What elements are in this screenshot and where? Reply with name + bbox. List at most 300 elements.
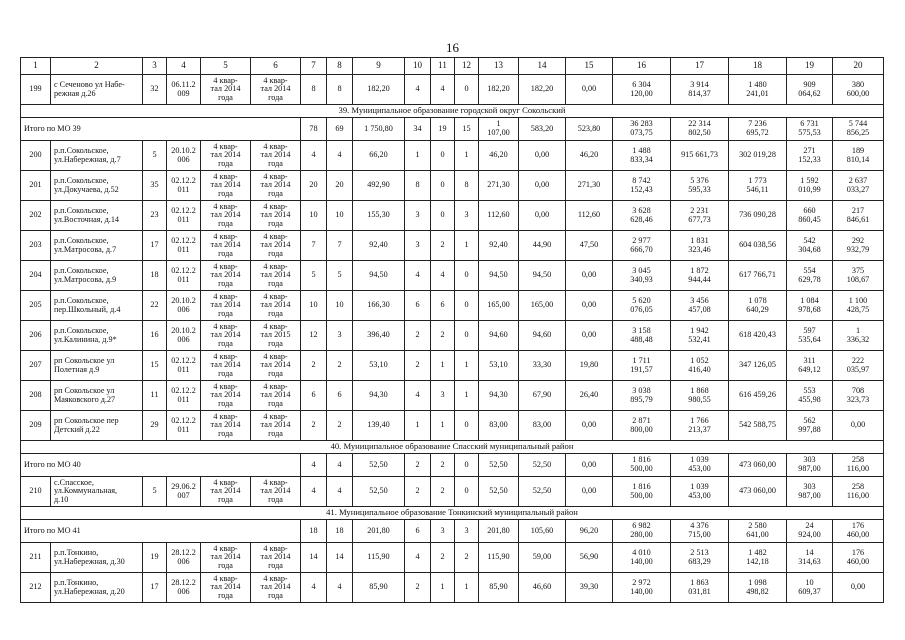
table-cell: 4 [327,141,353,171]
table-cell: 46,60 [519,573,566,603]
column-header: 5 [201,58,251,75]
section-row [21,105,884,118]
table-cell: 523,80 [566,118,613,141]
table-cell: 1 816 500,00 [613,454,671,477]
table-cell: 4 [431,75,455,105]
table-cell: 5 [143,141,167,171]
table-cell: 56,90 [566,543,613,573]
address-cell: с.Спасское, ул.Коммунальная, д.10 [51,477,143,507]
table-cell: 4 [431,261,455,291]
table-cell: 22 [143,291,167,321]
table-cell: 202 [21,201,51,231]
total-label: Итого по МО 40 [21,454,301,477]
table-cell: 0,00 [566,75,613,105]
table-cell: 3 [431,520,455,543]
table-cell: 271 152,33 [787,141,833,171]
table-cell: 2 [327,411,353,441]
table-cell: 46,20 [479,141,519,171]
table-cell: 2 [431,231,455,261]
table-cell: 94,60 [519,321,566,351]
table-cell: 52,50 [353,454,405,477]
table-cell: 33,30 [519,351,566,381]
table-cell: 604 038,56 [729,231,787,261]
table-row [21,321,884,351]
table-cell: 1 482 142,18 [729,543,787,573]
table-cell: 3 045 340,93 [613,261,671,291]
table-cell: 2 [405,351,431,381]
table-cell: 94,60 [479,321,519,351]
column-header: 3 [143,58,167,75]
table-cell: 3 038 895,79 [613,381,671,411]
table-cell: 4 [405,543,431,573]
table-cell: 20 [301,171,327,201]
section-row [21,507,884,520]
table-cell: 2 [405,573,431,603]
table-cell: 14 [301,543,327,573]
column-header: 6 [251,58,301,75]
table-cell: 302 019,28 [729,141,787,171]
table-cell: 15 [455,118,479,141]
table-cell: 6 [301,381,327,411]
table-cell: 0,00 [519,141,566,171]
table-cell: 189 810,14 [833,141,884,171]
table-cell: 1 766 213,37 [671,411,729,441]
table-cell: 1 078 640,29 [729,291,787,321]
table-cell: 3 [405,231,431,261]
table-cell: 1 336,32 [833,321,884,351]
table-cell: 8 [327,75,353,105]
total-row [21,520,884,543]
address-cell: р.п.Тонкино, ул.Набережная, д.30 [51,543,143,573]
table-cell: 22 314 802,50 [671,118,729,141]
table-row [21,351,884,381]
table-cell: 0,00 [566,454,613,477]
address-cell: р.п.Сокольское, ул.Восточная, д.14 [51,201,143,231]
table-cell: 660 860,45 [787,201,833,231]
column-header: 13 [479,58,519,75]
address-cell: с Сеченово ул Набе- режная д.26 [51,75,143,105]
table-cell: 36 283 073,75 [613,118,671,141]
table-cell: 4 квар- тал 2014 года [201,573,251,603]
table-cell: 4 квар- тал 2014 года [201,201,251,231]
table-cell: 1 942 532,41 [671,321,729,351]
table-cell: 165,00 [479,291,519,321]
table-cell: 617 766,71 [729,261,787,291]
table-cell: 29.06.2 007 [167,477,201,507]
table-cell: 67,90 [519,381,566,411]
table-cell: 6 [327,381,353,411]
address-cell: р.п.Сокольское, ул.Матросова, д.9 [51,261,143,291]
table-cell: 0 [431,201,455,231]
table-cell: 4 квар- тал 2014 года [201,75,251,105]
table-cell: 19 [431,118,455,141]
table-cell: 66,20 [353,141,405,171]
table-row [21,141,884,171]
table-cell: 1 872 944,44 [671,261,729,291]
table-cell: 4 [301,454,327,477]
table-cell: 375 108,67 [833,261,884,291]
table-cell: 2 637 033,27 [833,171,884,201]
table-cell: 1 107,00 [479,118,519,141]
section-row [21,441,884,454]
table-cell: 02.12.2 011 [167,201,201,231]
table-cell: 209 [21,411,51,441]
table-cell: 347 126,05 [729,351,787,381]
table-cell: 52,50 [519,477,566,507]
total-row [21,454,884,477]
table-cell: 105,60 [519,520,566,543]
table-cell: 2 [431,477,455,507]
table-cell: 17 [143,573,167,603]
table-cell: 380 600,00 [833,75,884,105]
table-cell: 5 [143,477,167,507]
table-cell: 708 323,73 [833,381,884,411]
table-cell: 915 661,73 [671,141,729,171]
table-row [21,477,884,507]
table-cell: 4 квар- тал 2014 года [251,291,301,321]
table-cell: 02.12.2 011 [167,411,201,441]
table-cell: 165,00 [519,291,566,321]
column-header: 20 [833,58,884,75]
table-cell: 10 609,37 [787,573,833,603]
table-cell: 19 [143,543,167,573]
table-cell: 115,90 [479,543,519,573]
table-cell: 4 квар- тал 2014 года [251,75,301,105]
total-label: Итого по МО 41 [21,520,301,543]
table-cell: 85,90 [479,573,519,603]
table-cell: 1 [431,573,455,603]
table-cell: 4 квар- тал 2014 года [251,171,301,201]
column-header: 14 [519,58,566,75]
table-row [21,411,884,441]
table-cell: 44,90 [519,231,566,261]
table-cell: 7 [327,231,353,261]
table-cell: 20.10.2 006 [167,321,201,351]
table-cell: 0,00 [566,261,613,291]
section-title: 39. Муниципальное образование городской округ Сокольский [21,105,884,118]
table-cell: 155,30 [353,201,405,231]
table-cell: 2 [431,454,455,477]
table-cell: 39,30 [566,573,613,603]
table-cell: 5 620 076,05 [613,291,671,321]
table-cell: 92,40 [479,231,519,261]
table-cell: 554 629,78 [787,261,833,291]
table-cell: 18 [143,261,167,291]
table-cell: 1 831 323,46 [671,231,729,261]
table-cell: 4 квар- тал 2015 года [251,321,301,351]
table-cell: 0,00 [519,171,566,201]
section-title: 41. Муниципальное образование Тонкинский муниципальный район [21,507,884,520]
column-header: 1 [21,58,51,75]
table-cell: 8 [301,75,327,105]
table-cell: 205 [21,291,51,321]
table-cell: 20.10.2 006 [167,141,201,171]
table-cell: 12 [301,321,327,351]
table-cell: 4 квар- тал 2014 года [201,171,251,201]
table-cell: 3 158 488,48 [613,321,671,351]
table-cell: 1 816 500,00 [613,477,671,507]
table-cell: 618 420,43 [729,321,787,351]
table-cell: 176 460,00 [833,520,884,543]
table-cell: 182,20 [353,75,405,105]
table-cell: 4 [405,381,431,411]
table-cell: 203 [21,231,51,261]
table-cell: 4 [301,141,327,171]
table-cell: 212 [21,573,51,603]
table-cell: 2 231 677,73 [671,201,729,231]
table-cell: 0 [455,291,479,321]
table-cell: 4 [327,573,353,603]
table-cell: 217 846,61 [833,201,884,231]
table-cell: 34 [405,118,431,141]
table-cell: 3 [455,520,479,543]
column-header: 16 [613,58,671,75]
section-title: 40. Муниципальное образование Спасский муниципальный район [21,441,884,454]
column-header: 12 [455,58,479,75]
column-header: 2 [51,58,143,75]
table-cell: 1 488 833,34 [613,141,671,171]
table-cell: 2 513 683,29 [671,543,729,573]
table-cell: 201,80 [353,520,405,543]
table-cell: 5 376 595,33 [671,171,729,201]
table-cell: 562 997,88 [787,411,833,441]
table-cell: 2 [301,411,327,441]
table-cell: 271,30 [566,171,613,201]
table-cell: 2 871 800,00 [613,411,671,441]
table-cell: 206 [21,321,51,351]
table-cell: 6 [405,291,431,321]
table-cell: 0,00 [519,201,566,231]
table-cell: 112,60 [566,201,613,231]
table-cell: 02.12.2 011 [167,171,201,201]
table-cell: 0,00 [833,573,884,603]
table-cell: 28.12.2 006 [167,573,201,603]
address-cell: р.п.Сокольское, ул.Матросова, д.7 [51,231,143,261]
table-cell: 4 квар- тал 2014 года [251,477,301,507]
table-cell: 16 [143,321,167,351]
table-cell: 4 квар- тал 2014 года [201,381,251,411]
table-cell: 6 731 575,53 [787,118,833,141]
table-cell: 20.10.2 006 [167,291,201,321]
table-cell: 5 [301,261,327,291]
table-cell: 597 535,64 [787,321,833,351]
table-cell: 02.12.2 011 [167,231,201,261]
table-cell: 3 914 814,37 [671,75,729,105]
table-cell: 1 [405,411,431,441]
address-cell: рп Сокольское ул Полетная д.9 [51,351,143,381]
table-cell: 396,40 [353,321,405,351]
table-cell: 1 039 453,00 [671,477,729,507]
table-cell: 35 [143,171,167,201]
table-cell: 201 [21,171,51,201]
table-cell: 473 060,00 [729,454,787,477]
table-cell: 92,40 [353,231,405,261]
table-cell: 3 456 457,08 [671,291,729,321]
table-cell: 0 [455,477,479,507]
table-cell: 1 [455,351,479,381]
table-cell: 3 628 628,46 [613,201,671,231]
table-cell: 303 987,00 [787,454,833,477]
table-cell: 1 [455,381,479,411]
table-cell: 4 квар- тал 2014 года [251,231,301,261]
table-cell: 24 924,00 [787,520,833,543]
table-cell: 11 [143,381,167,411]
table-cell: 6 982 280,00 [613,520,671,543]
column-header: 18 [729,58,787,75]
column-header: 9 [353,58,405,75]
table-cell: 0 [455,454,479,477]
table-cell: 0,00 [566,477,613,507]
table-cell: 53,10 [479,351,519,381]
table-cell: 94,30 [479,381,519,411]
table-cell: 0 [431,141,455,171]
page-number: 16 [446,40,459,55]
table-cell: 182,20 [479,75,519,105]
table-cell: 1 [405,141,431,171]
table-cell: 6 304 120,00 [613,75,671,105]
table-cell: 4 квар- тал 2014 года [201,231,251,261]
table-cell: 46,20 [566,141,613,171]
table-cell: 6 [431,291,455,321]
table-cell: 258 116,00 [833,454,884,477]
table-cell: 616 459,26 [729,381,787,411]
table-cell: 1 100 428,75 [833,291,884,321]
table-cell: 553 455,98 [787,381,833,411]
table-cell: 1 052 416,40 [671,351,729,381]
address-cell: р.п.Сокольское, ул.Докучаева, д.52 [51,171,143,201]
table-cell: 258 116,00 [833,477,884,507]
table-row [21,261,884,291]
table-cell: 2 [405,477,431,507]
table-cell: 10 [301,291,327,321]
table-cell: 3 [405,201,431,231]
table-cell: 4 010 140,00 [613,543,671,573]
table-cell: 473 060,00 [729,477,787,507]
table-cell: 0 [455,75,479,105]
table-cell: 17 [143,231,167,261]
table-cell: 4 квар- тал 2014 года [251,573,301,603]
table-cell: 210 [21,477,51,507]
table-cell: 5 744 856,25 [833,118,884,141]
table-cell: 28.12.2 006 [167,543,201,573]
table-cell: 1 863 031,81 [671,573,729,603]
table-cell: 1 592 010,99 [787,171,833,201]
table-cell: 4 [327,477,353,507]
table-cell: 542 588,75 [729,411,787,441]
table-row [21,573,884,603]
table-cell: 19,80 [566,351,613,381]
table-cell: 3 [431,381,455,411]
table-cell: 94,50 [519,261,566,291]
table-cell: 4 квар- тал 2014 года [201,351,251,381]
table-cell: 8 [405,171,431,201]
table-cell: 1 [455,231,479,261]
table-cell: 2 [405,321,431,351]
total-label: Итого по МО 39 [21,118,301,141]
table-cell: 4 [301,477,327,507]
table-cell: 02.12.2 011 [167,381,201,411]
table-cell: 47,50 [566,231,613,261]
table-row [21,381,884,411]
table-cell: 10 [327,201,353,231]
table-cell: 542 304,68 [787,231,833,261]
table-cell: 4 квар- тал 2014 года [251,141,301,171]
column-header: 10 [405,58,431,75]
column-header: 11 [431,58,455,75]
table-cell: 8 742 152,43 [613,171,671,201]
table-cell: 4 [405,75,431,105]
table-row [21,201,884,231]
table-cell: 94,50 [479,261,519,291]
table-cell: 23 [143,201,167,231]
table-cell: 176 460,00 [833,543,884,573]
table-cell: 53,10 [353,351,405,381]
table-cell: 4 376 715,00 [671,520,729,543]
table-cell: 204 [21,261,51,291]
table-cell: 0 [431,171,455,201]
table-cell: 4 квар- тал 2014 года [251,201,301,231]
table-cell: 4 квар- тал 2014 года [251,411,301,441]
table-cell: 200 [21,141,51,171]
column-header: 15 [566,58,613,75]
table-cell: 115,90 [353,543,405,573]
table-cell: 1 773 546,11 [729,171,787,201]
table-cell: 4 квар- тал 2014 года [201,321,251,351]
table-cell: 52,50 [479,477,519,507]
table-cell: 4 квар- тал 2014 года [251,381,301,411]
table-cell: 7 236 695,72 [729,118,787,141]
table-cell: 85,90 [353,573,405,603]
table-cell: 1 039 453,00 [671,454,729,477]
address-cell: рп Сокольское пер Детский д.22 [51,411,143,441]
table-cell: 0,00 [566,291,613,321]
table-cell: 0,00 [566,321,613,351]
table-cell: 492,90 [353,171,405,201]
table-cell: 292 932,79 [833,231,884,261]
table-cell: 14 [327,543,353,573]
table-row [21,291,884,321]
table-cell: 59,00 [519,543,566,573]
table-cell: 4 [327,454,353,477]
table-cell: 02.12.2 011 [167,351,201,381]
table-cell: 2 972 140,00 [613,573,671,603]
table-cell: 2 977 666,70 [613,231,671,261]
table-cell: 1 [431,351,455,381]
table-cell: 5 [327,261,353,291]
column-header: 8 [327,58,353,75]
table-cell: 1 [455,573,479,603]
table-cell: 94,30 [353,381,405,411]
table-cell: 1 868 980,55 [671,381,729,411]
table-cell: 4 квар- тал 2014 года [201,411,251,441]
table-cell: 139,40 [353,411,405,441]
table-cell: 1 [431,411,455,441]
table-cell: 211 [21,543,51,573]
table-cell: 4 квар- тал 2014 года [201,291,251,321]
table-cell: 1 711 191,57 [613,351,671,381]
table-cell: 4 квар- тал 2014 года [201,477,251,507]
table-cell: 1 084 978,68 [787,291,833,321]
column-header: 7 [301,58,327,75]
address-cell: р.п.Сокольское, ул.Калинина, д.9* [51,321,143,351]
table-cell: 3 [455,201,479,231]
address-cell: р.п.Сокольское, ул.Набережная, д.7 [51,141,143,171]
table-cell: 10 [327,291,353,321]
table-cell: 83,00 [479,411,519,441]
table-cell: 2 [405,454,431,477]
table-cell: 2 [431,321,455,351]
housing-table [20,57,884,603]
